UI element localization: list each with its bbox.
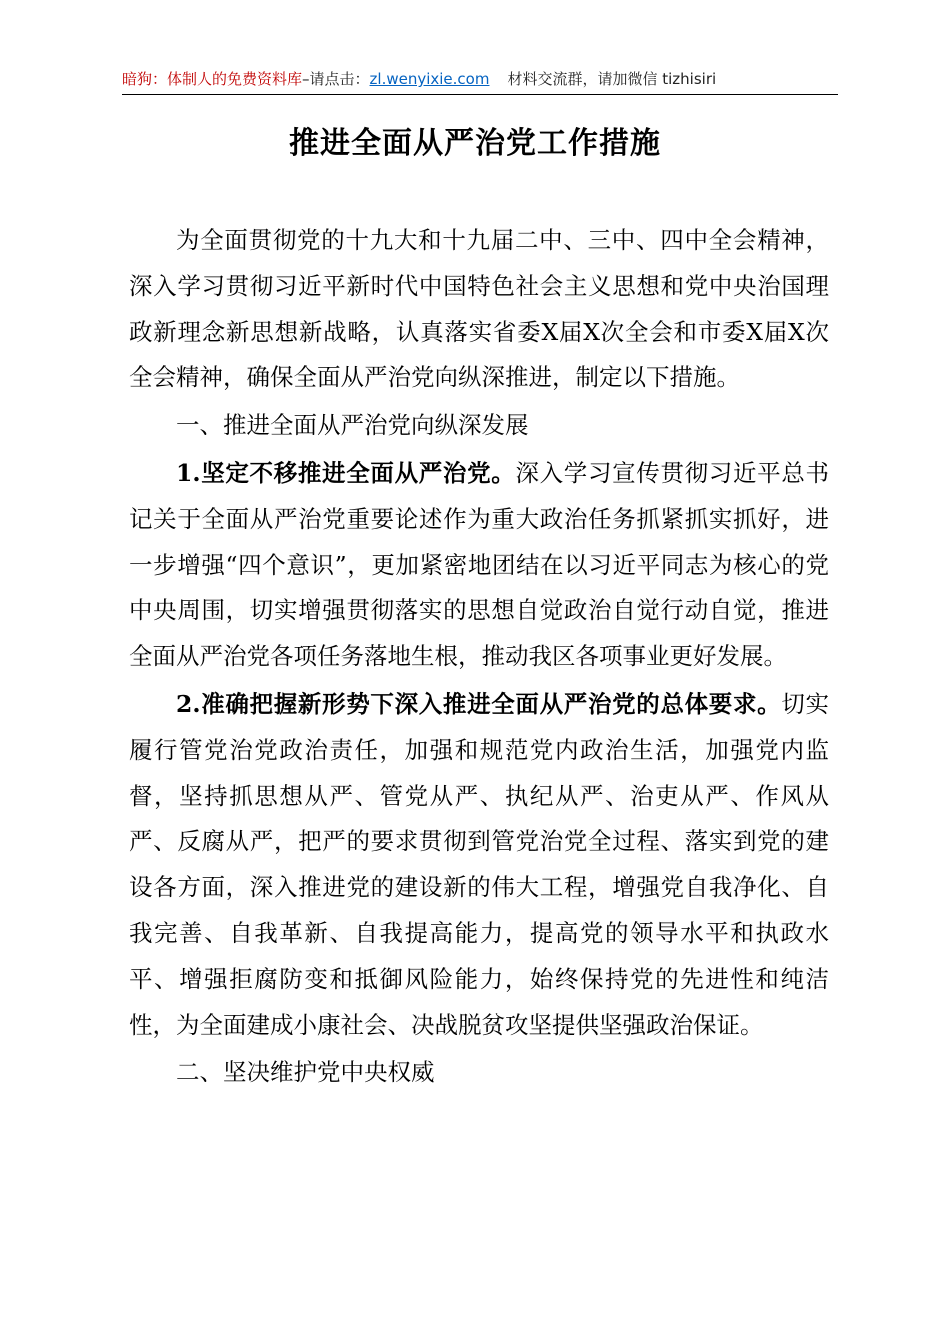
intro-paragraph: 为全面贯彻党的十九大和十九届二中、三中、四中全会精神，深入学习贯彻习近平新时代中国特色社会主义思想和党中央治国理政新理念新思想新战略，认真落实省委X届X次全会和市委X届X次全会精神，确保全面从严治党向纵深推进，制定以下措施。 [129,226,829,392]
header-contact: 材料交流群，请加微信 tizhisiri [507,70,717,88]
section-2-heading: 二、坚决维护党中央权威 [176,1058,435,1087]
document-body [129,218,829,1096]
item-2-lead: 2.准确把握新形势下深入推进全面从严治党的总体要求。 [176,689,782,718]
header-source-label: 暗狗：体制人的免费资料库 [122,70,303,88]
item-2-paragraph [129,682,829,1048]
document-title: 推进全面从严治党工作措施 [289,126,661,161]
header-click-label: –请点击： [302,70,370,88]
header-url-link[interactable]: zl.wenyixie.com [369,70,490,88]
page-header [122,64,838,95]
item-1-lead: 1.坚定不移推进全面从严治党。 [176,458,516,487]
item-1-paragraph [129,451,829,680]
item-2-text: 切实履行管党治党政治责任，加强和规范党内政治生活，加强党内监督，坚持抓思想从严、管党从严、执纪从严、治吏从严、作风从严、反腐从严，把严的要求贯彻到管党治党全过程、落实到党的建设各方面，深入推进党的建设新的伟大工程，增强党自我净化、自我完善、自我革新、自我提高能力，提高党的领导水平和执政水平、增强拒腐防变和抵御风险能力，始终保持党的先进性和纯洁性，为全面建成小康社会、决战脱贫攻坚提供坚强政治保证。 [129,689,829,1039]
section-1-heading: 一、推进全面从严治党向纵深发展 [176,411,529,440]
item-1-text: 深入学习宣传贯彻习近平总书记关于全面从严治党重要论述作为重大政治任务抓紧抓实抓好，进一步增强“四个意识”，更加紧密地团结在以习近平同志为核心的党中央周围，切实增强贯彻落实的思想自觉政治自觉行动自觉，推进全面从严治党各项任务落地生根，推动我区各项事业更好发展。 [129,458,829,671]
